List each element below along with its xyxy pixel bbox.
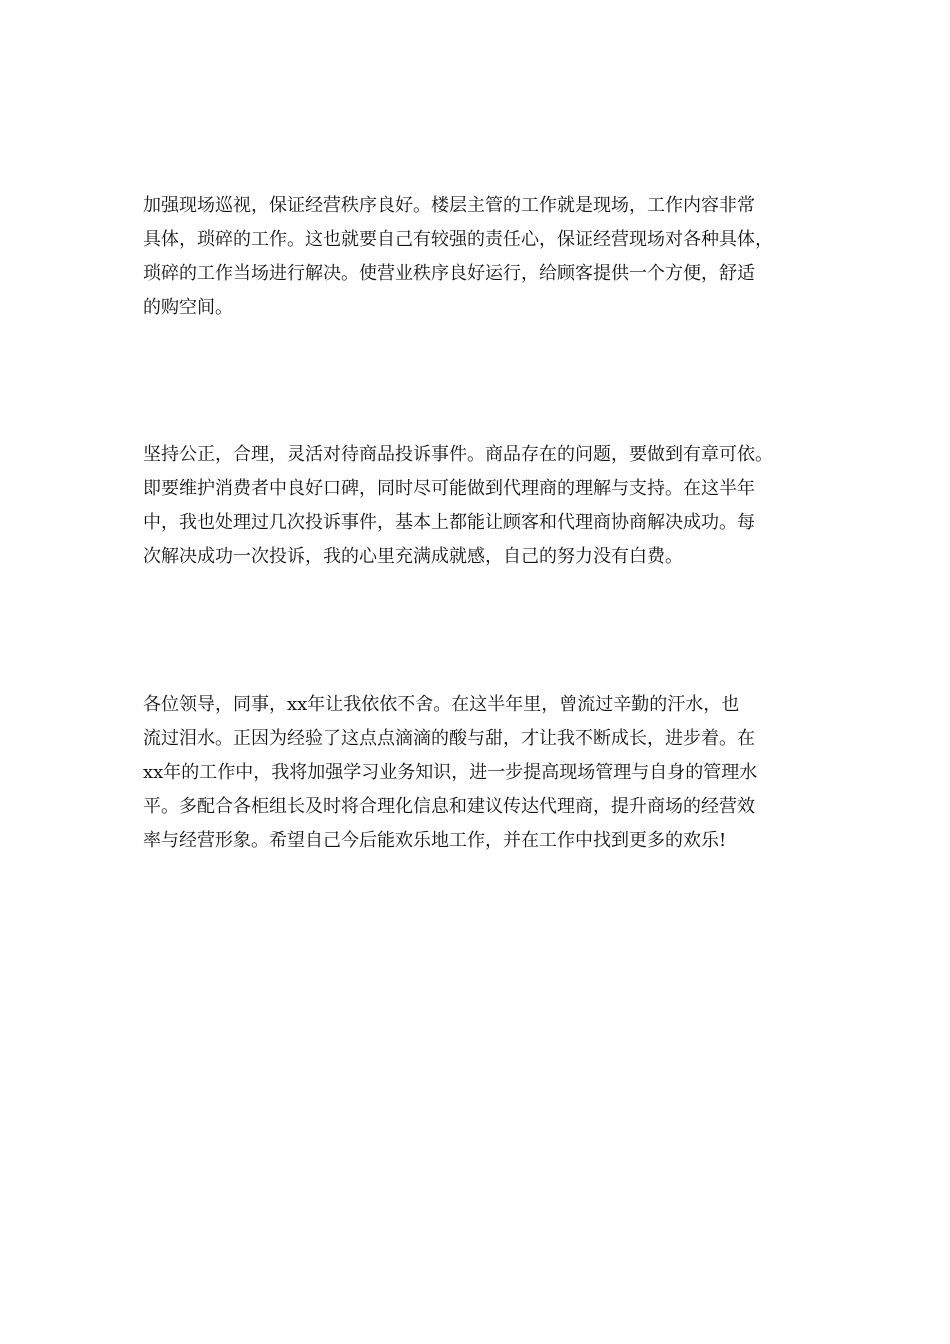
paragraph-complaint-handling xyxy=(143,438,813,574)
paragraph-line: 具体，琐碎的工作。这也就要自己有较强的责任心，保证经营现场对各种具体， xyxy=(143,229,773,250)
paragraph-floor-inspection xyxy=(143,189,813,325)
paragraph-line: 流过泪水。正因为经验了这点点滴滴的酸与甜，才让我不断成长，进步着。在 xyxy=(143,728,755,749)
paragraph-line: 次解决成功一次投诉，我的心里充满成就感，自己的努力没有白费。 xyxy=(143,546,683,567)
paragraph-line: 即要维护消费者中良好口碑，同时尽可能做到代理商的理解与支持。在这半年 xyxy=(143,478,755,499)
paragraph-line: 加强现场巡视，保证经营秩序良好。楼层主管的工作就是现场，工作内容非常 xyxy=(143,195,755,216)
paragraph-closing-remarks xyxy=(143,688,813,858)
paragraph-line: 平。多配合各柜组长及时将合理化信息和建议传达代理商，提升商场的经营效 xyxy=(143,796,755,817)
paragraph-line: 率与经营形象。希望自己今后能欢乐地工作，并在工作中找到更多的欢乐! xyxy=(143,830,727,851)
paragraph-line: xx年的工作中，我将加强学习业务知识，进一步提高现场管理与自身的管理水 xyxy=(143,762,758,783)
paragraph-line: 中，我也处理过几次投诉事件，基本上都能让顾客和代理商协商解决成功。每 xyxy=(143,512,755,533)
paragraph-line: 坚持公正，合理，灵活对待商品投诉事件。商品存在的问题，要做到有章可依。 xyxy=(143,444,773,465)
paragraph-line: 琐碎的工作当场进行解决。使营业秩序良好运行，给顾客提供一个方便，舒适 xyxy=(143,263,755,284)
paragraph-line: 的购空间。 xyxy=(143,297,233,318)
paragraph-line: 各位领导，同事，xx年让我依依不舍。在这半年里，曾流过辛勤的汗水，也 xyxy=(143,694,740,715)
